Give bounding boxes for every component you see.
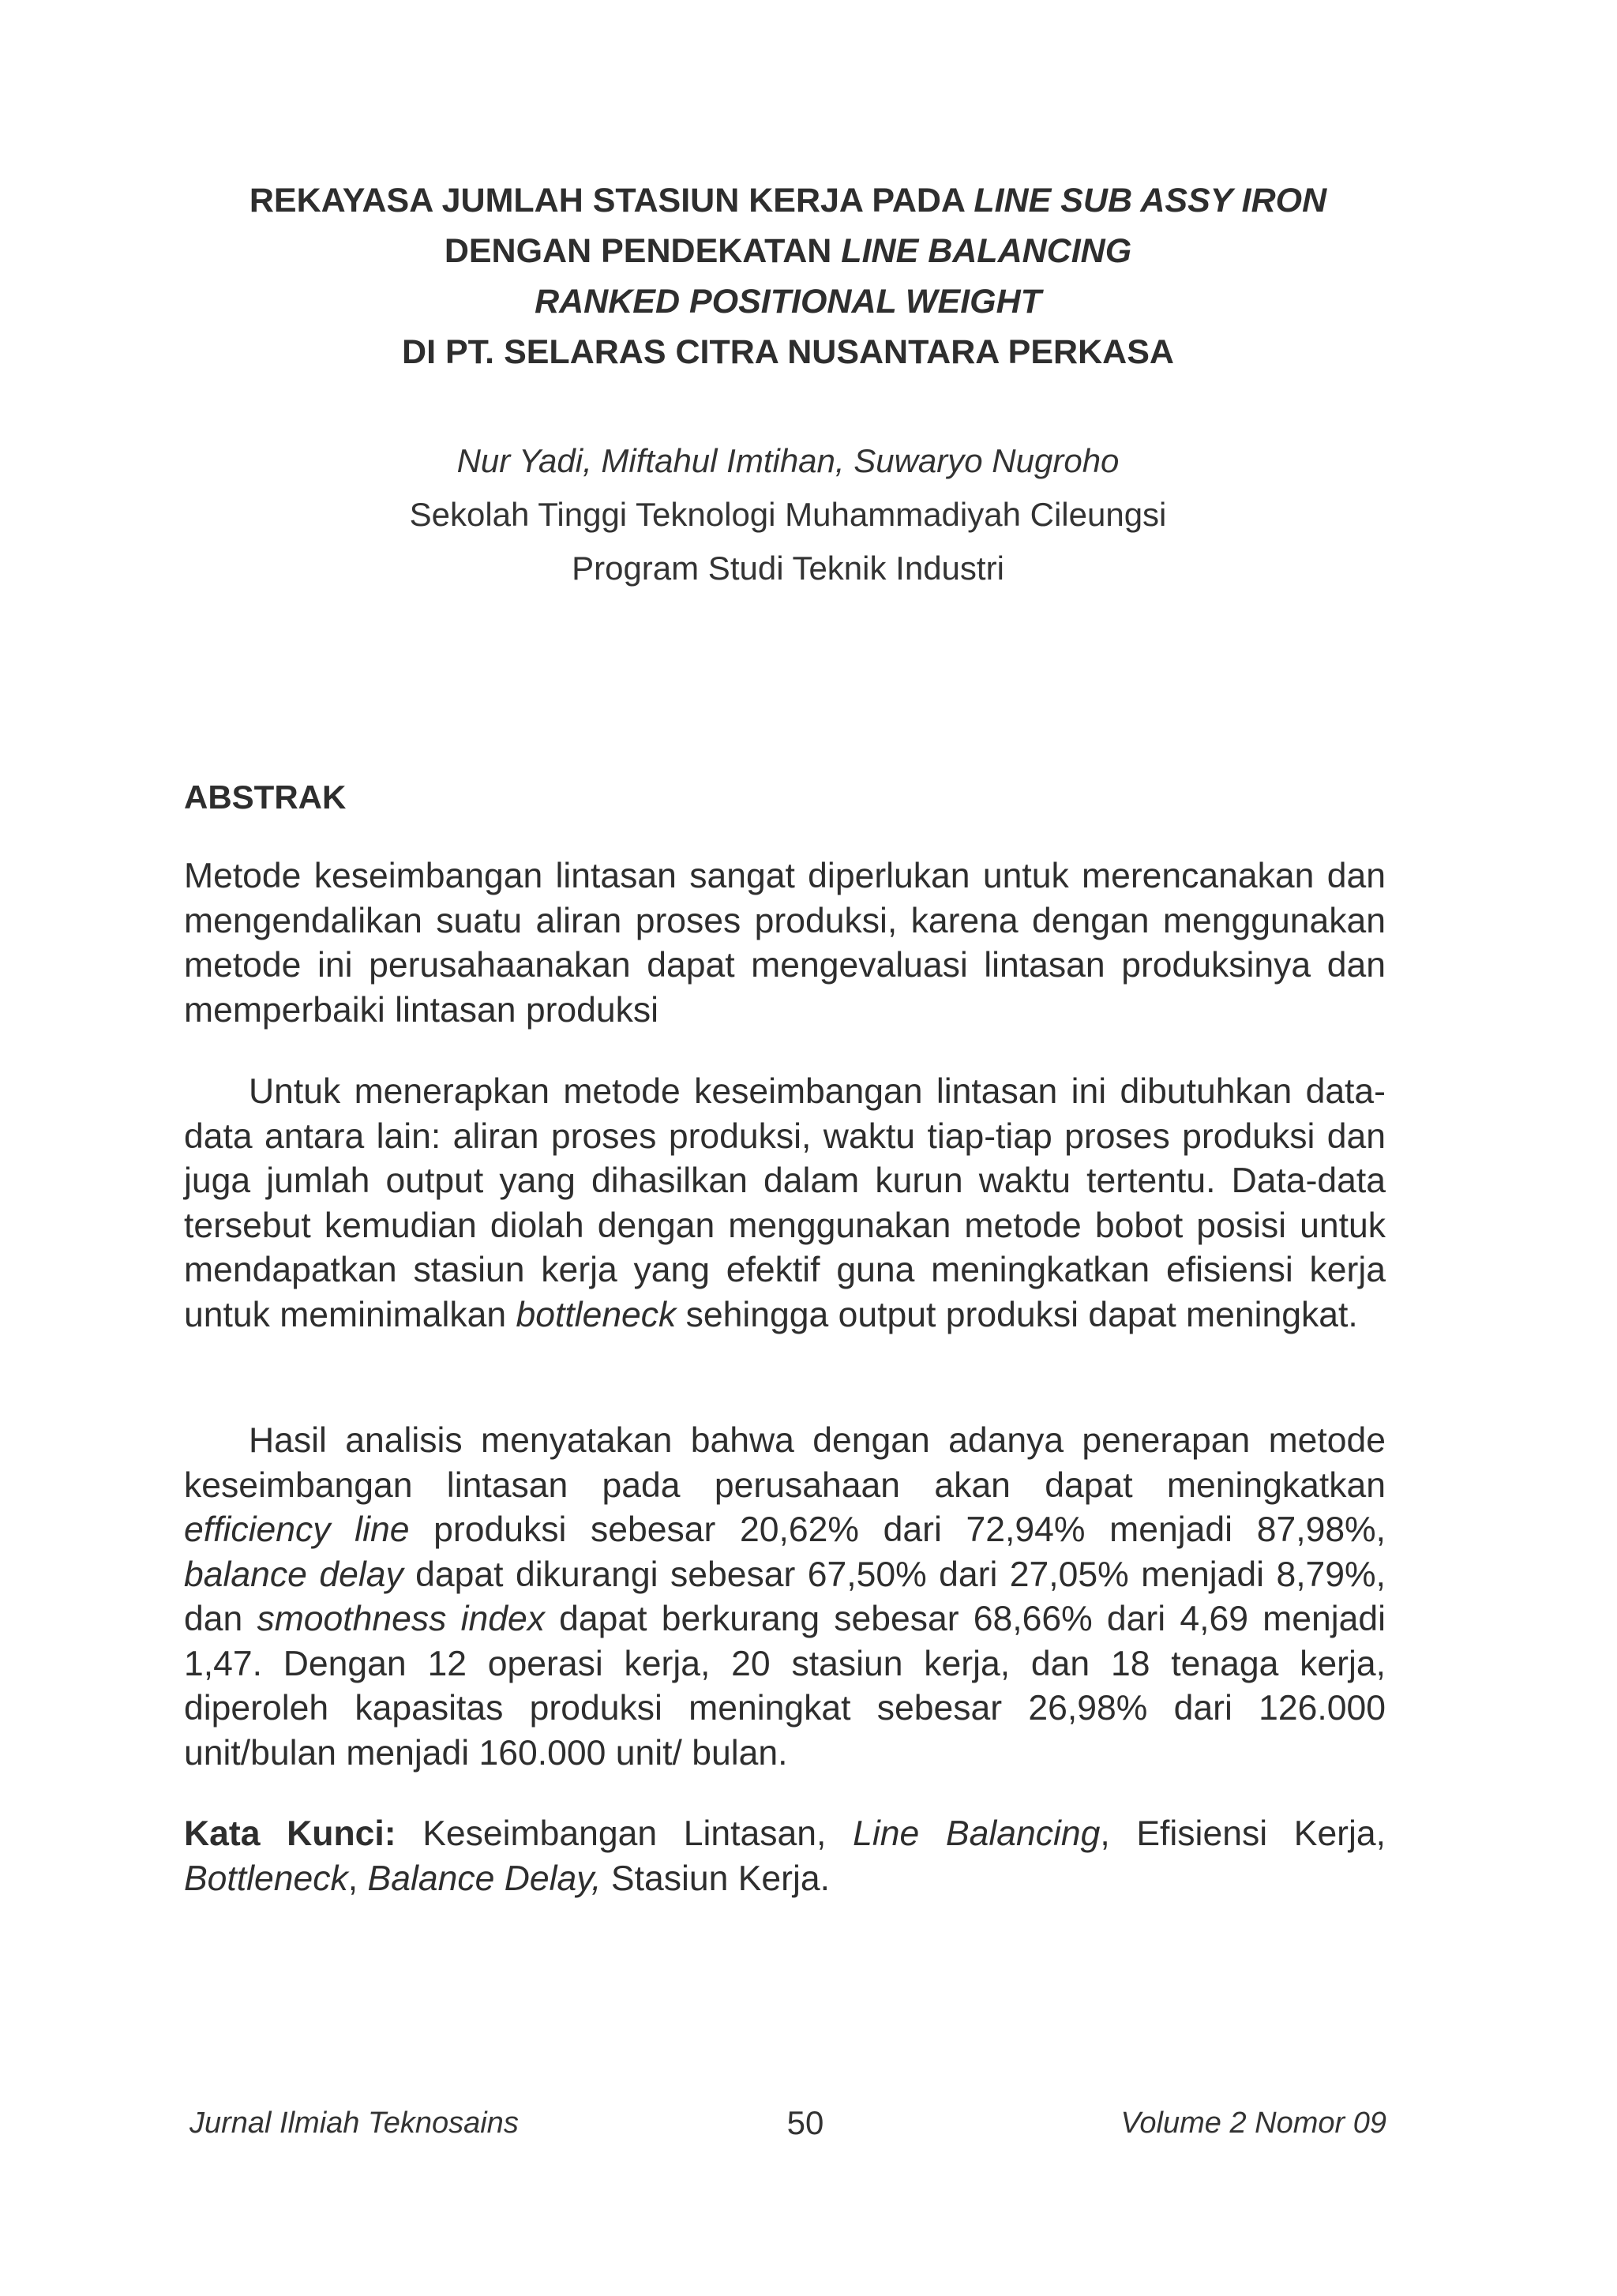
abstract-p3-text-c: dapat dikurangi sebesar 67,50% dari 27,05% menjadi 8,79%, dan bbox=[184, 1555, 1386, 1638]
footer-journal-name: Jurnal Ilmiah Teknosains bbox=[189, 2107, 519, 2140]
abstract-p3-italic-1: efficiency line bbox=[184, 1510, 410, 1549]
abstract-p2-italic: bottleneck bbox=[516, 1295, 677, 1334]
footer-page-number: 50 bbox=[786, 2104, 824, 2141]
keywords-text-2: , Efisiensi Kerja, bbox=[1100, 1814, 1386, 1853]
title-line-3-italic: RANKED POSITIONAL WEIGHT bbox=[535, 283, 1041, 321]
title-line-3 bbox=[158, 276, 1418, 327]
keywords-text-4: Stasiun Kerja. bbox=[601, 1859, 830, 1898]
title-line-4: DI PT. SELARAS CITRA NUSANTARA PERKASA bbox=[402, 333, 1174, 371]
title-line-2-plain: DENGAN PENDEKATAN bbox=[444, 232, 842, 270]
abstract-p3-italic-3: smoothness index bbox=[257, 1600, 545, 1638]
author-institution: Sekolah Tinggi Teknologi Muhammadiyah Cileungsi bbox=[409, 496, 1167, 533]
title-line-2-italic: LINE BALANCING bbox=[841, 232, 1132, 270]
keywords-text-1: Keseimbangan Lintasan, bbox=[396, 1814, 854, 1853]
abstract-heading: ABSTRAK bbox=[184, 778, 347, 816]
keywords-italic-1: Line Balancing bbox=[853, 1814, 1101, 1853]
author-names: Nur Yadi, Miftahul Imtihan, Suwaryo Nugroho bbox=[456, 442, 1120, 479]
keywords-italic-2: Bottleneck bbox=[184, 1859, 348, 1898]
abstract-p3-text-b: produksi sebesar 20,62% dari 72,94% menjadi 87,98%, bbox=[409, 1510, 1386, 1549]
author-block bbox=[158, 434, 1418, 595]
title-line-1-plain: REKAYASA JUMLAH STASIUN KERJA PADA bbox=[249, 182, 974, 219]
abstract-p3-italic-2: balance delay bbox=[184, 1555, 403, 1594]
title-line-1 bbox=[158, 175, 1418, 226]
keywords-label: Kata Kunci: bbox=[184, 1814, 396, 1853]
abstract-paragraph-1: Metode keseimbangan lintasan sangat diperlukan untuk merencanakan dan mengendalikan suatu aliran proses produksi, karena dengan menggunakan metode ini perusahaanakan dapat mengevaluasi lintasan produksinya dan memperbaiki lintasan produksi bbox=[184, 857, 1386, 1030]
footer-volume: Volume 2 Nomor 09 bbox=[1120, 2107, 1386, 2140]
abstract-p3-text-d: dapat berkurang sebesar 68,66% dari 4,69 menjadi 1,47. Dengan 12 operasi kerja, 20 stasiun kerja, dan 18 tenaga kerja, diperoleh kapasitas produksi meningkat sebesar 26,98% dari 126.000 unit/bulan menjadi 160.000 unit/ bulan. bbox=[184, 1600, 1386, 1773]
keywords-italic-3: Balance Delay, bbox=[367, 1859, 602, 1898]
author-program: Program Studi Teknik Industri bbox=[572, 550, 1004, 587]
abstract-paragraph-2 bbox=[184, 1070, 1386, 1337]
abstract-p2-text-a: Untuk menerapkan metode keseimbangan lintasan ini dibutuhkan data-data antara lain: aliran proses produksi, waktu tiap-tiap proses produksi dan juga jumlah output yang dihasilkan dalam kurun waktu tertentu. Data-data tersebut kemudian diolah dengan menggunakan metode bobot posisi untuk mendapatkan stasiun kerja yang efektif guna meningkatkan efisiensi kerja untuk meminimalkan bbox=[184, 1072, 1386, 1334]
abstract-p3-text-a: Hasil analisis menyatakan bahwa dengan adanya penerapan metode keseimbangan lintasan pada perusahaan akan dapat meningkatkan bbox=[184, 1421, 1386, 1505]
keywords bbox=[184, 1812, 1386, 1901]
title-line-1-italic: LINE SUB ASSY IRON bbox=[974, 182, 1327, 219]
keywords-text-3: , bbox=[347, 1859, 368, 1898]
paper-title bbox=[158, 175, 1418, 377]
title-line-2 bbox=[158, 226, 1418, 276]
abstract-paragraph-3 bbox=[184, 1419, 1386, 1776]
abstract-p2-text-b: sehingga output produksi dapat meningkat. bbox=[676, 1295, 1358, 1334]
